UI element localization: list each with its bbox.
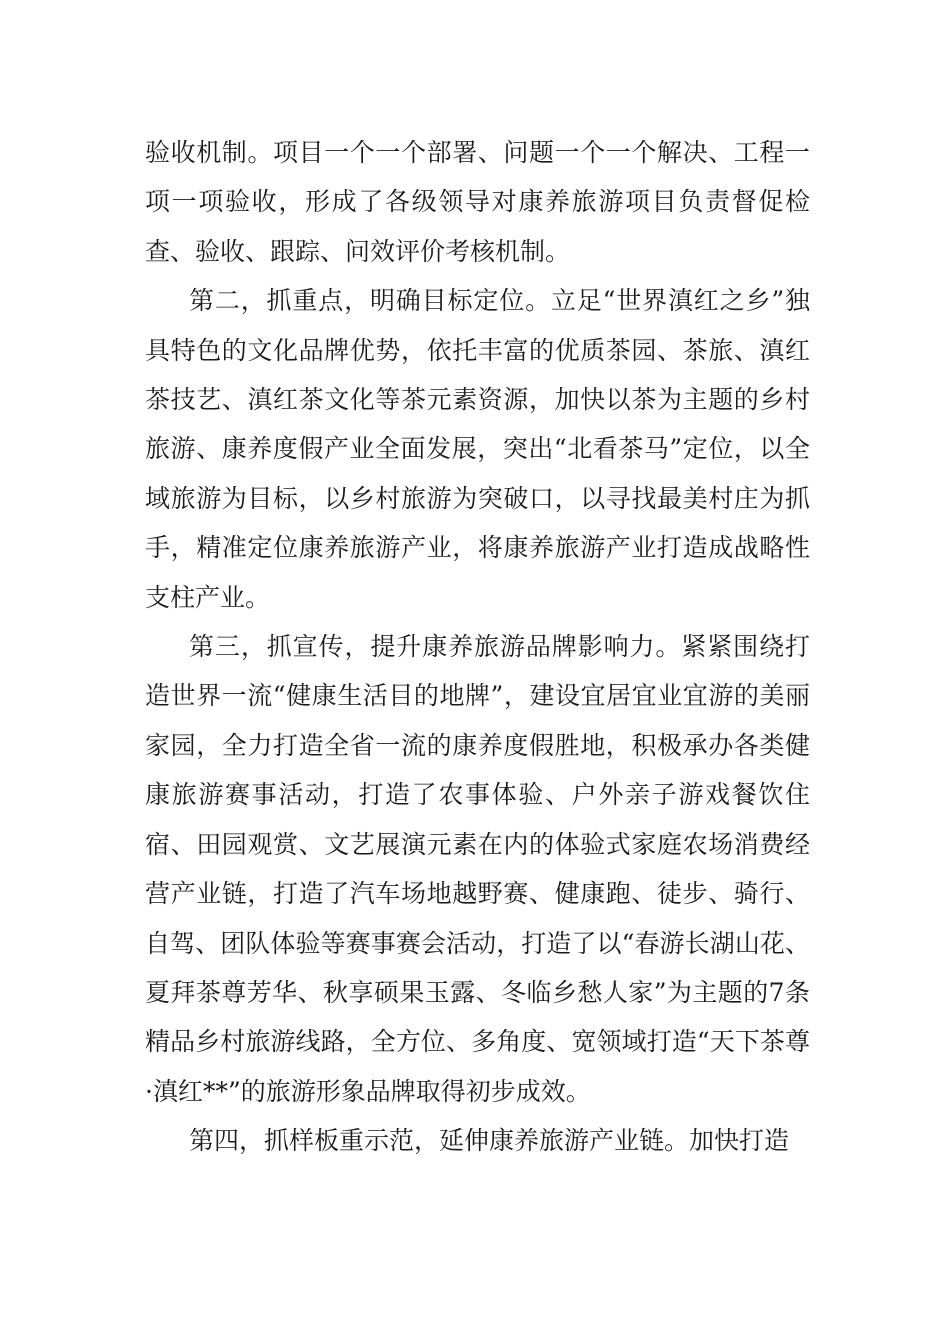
paragraph-fourth-point: 第四，抓样板重示范，延伸康养旅游产业链。加快打造 <box>189 1126 790 1156</box>
paragraph-third-point: 第三，抓宣传，提升康养旅游品牌影响力。紧紧围绕打造世界一流“健康生活目的地牌”，建设宜居宜业宜游的美丽家园，全力打造全省一流的康养度假胜地，积极承办各类健康旅游赛事活动，打造了农事体验、户外亲子游戏餐饮住宿、田园观赏、文艺展演元素在内的体验式家庭农场消费经营产业链，打造了汽车场地越野赛、健康跑、徒步、骑行、自驾、团队体验等赛事赛会活动，打造了以“春游长湖山花、夏拜茶尊芳华、秋享硕果玉露、冬临乡愁人家”为主题的7条精品乡村旅游线路，全方位、多角度、宽领域打造“天下茶尊·滇红**”的旅游形象品牌取得初步成效。 <box>145 632 810 1106</box>
document-body <box>145 128 810 1166</box>
paragraph-second-point: 第二，抓重点，明确目标定位。立足“世界滇红之乡”独具特色的文化品牌优势，依托丰富的优质茶园、茶旅、滇红茶技艺、滇红茶文化等茶元素资源，加快以茶为主题的乡村旅游、康养度假产业全面发展，突出“北看茶马”定位，以全域旅游为目标，以乡村旅游为突破口，以寻找最美村庄为抓手，精准定位康养旅游产业，将康养旅游产业打造成战略性支柱产业。 <box>145 286 810 612</box>
paragraph-continuation: 验收机制。项目一个一个部署、问题一个一个解决、工程一项一项验收，形成了各级领导对康养旅游项目负责督促检查、验收、跟踪、问效评价考核机制。 <box>145 138 810 266</box>
